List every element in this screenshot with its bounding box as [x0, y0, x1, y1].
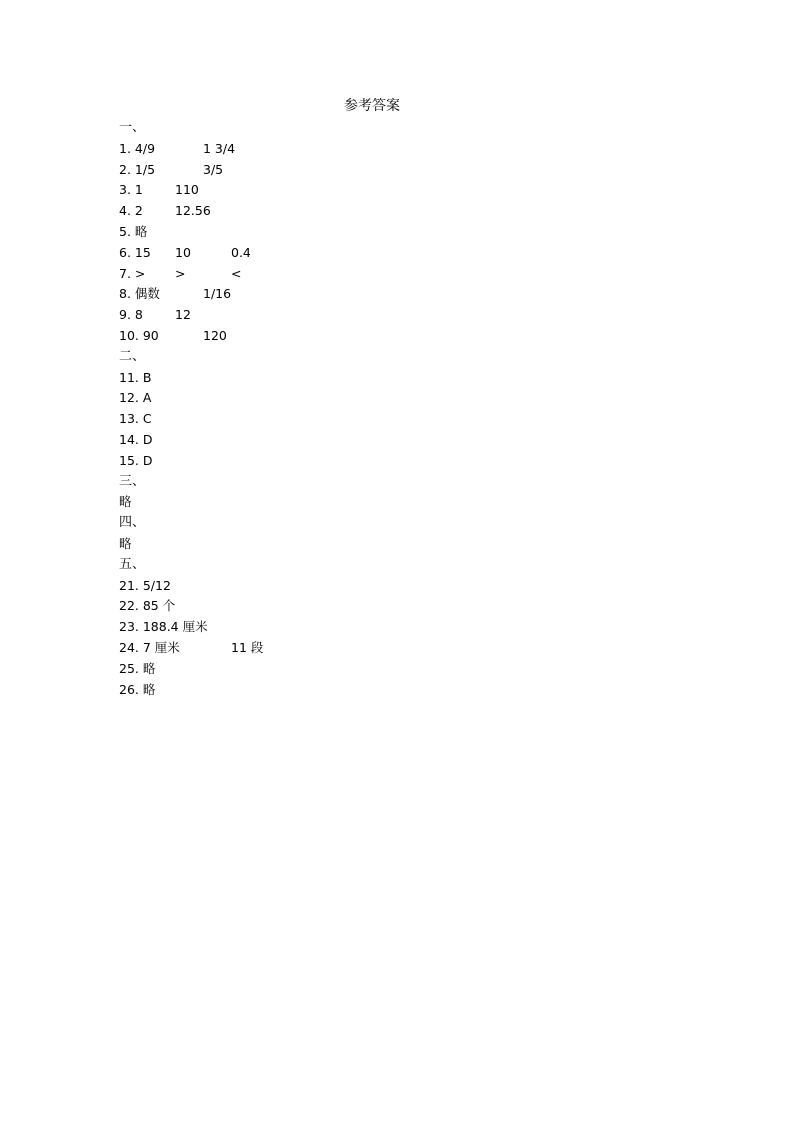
answer-row-11 — [119, 368, 719, 389]
answer-value: 12.56 — [175, 203, 211, 219]
answer-number-text: 12. A — [119, 390, 152, 406]
answer-row-24 — [119, 638, 719, 659]
section-heading-3 — [119, 472, 719, 493]
answer-row-13 — [119, 409, 719, 430]
answer-row-14 — [119, 430, 719, 451]
answer-number-text: 26. 略 — [119, 681, 156, 697]
answer-value: 10 — [175, 244, 191, 260]
answer-number-text: 8. 偶数 — [119, 286, 160, 302]
answer-number-text: 6. 15 — [119, 244, 151, 260]
answer-number-text: 5. 略 — [119, 223, 148, 239]
answer-value: < — [231, 265, 242, 281]
answer-value: 12 — [175, 307, 191, 323]
answer-row-10 — [119, 326, 719, 347]
answer-value: 110 — [175, 182, 199, 198]
answer-number-text: 11. B — [119, 369, 152, 385]
answer-list — [119, 118, 719, 700]
answer-row-15 — [119, 451, 719, 472]
answer-row-22 — [119, 596, 719, 617]
answer-row-3 — [119, 180, 719, 201]
answer-row-23 — [119, 617, 719, 638]
answer-number-text: 略 — [119, 494, 132, 510]
answer-value: 0.4 — [231, 244, 251, 260]
answer-number-text: 25. 略 — [119, 660, 156, 676]
answer-number-text: 1. 4/9 — [119, 140, 156, 156]
answer-number-text: 4. 2 — [119, 203, 143, 219]
answer-value: 1/16 — [203, 286, 232, 302]
answer-number-text: 22. 85 个 — [119, 598, 176, 614]
page-title: 参考答案 — [344, 98, 400, 114]
answer-number-text: 10. 90 — [119, 327, 159, 343]
answer-value: 1 3/4 — [203, 140, 236, 156]
answer-row-section3 — [119, 492, 719, 513]
answer-row-21 — [119, 576, 719, 597]
answer-row-7 — [119, 264, 719, 285]
section-heading-1 — [119, 118, 719, 139]
answer-number-text: 14. D — [119, 431, 153, 447]
answer-row-12 — [119, 388, 719, 409]
answer-row-25 — [119, 659, 719, 680]
answer-value: 3/5 — [203, 161, 224, 177]
answer-number-text: 24. 7 厘米 — [119, 639, 180, 655]
answer-row-2 — [119, 160, 719, 181]
answer-number-text: 23. 188.4 厘米 — [119, 619, 208, 635]
section-heading-5 — [119, 555, 719, 576]
section-label: 五、 — [119, 556, 146, 572]
answer-value: > — [175, 265, 186, 281]
section-heading-4 — [119, 513, 719, 534]
section-label: 二、 — [119, 348, 146, 364]
answer-number-text: 13. C — [119, 411, 152, 427]
answer-row-4 — [119, 201, 719, 222]
answer-row-9 — [119, 305, 719, 326]
answer-row-section4 — [119, 534, 719, 555]
answer-number-text: 3. 1 — [119, 182, 143, 198]
section-label: 三、 — [119, 473, 146, 489]
section-label: 一、 — [119, 120, 146, 135]
answer-number-text: 21. 5/12 — [119, 577, 171, 593]
answer-row-1 — [119, 139, 719, 160]
answer-value: 120 — [203, 327, 227, 343]
answer-value: 11 段 — [231, 639, 264, 655]
answer-number-text: 2. 1/5 — [119, 161, 156, 177]
section-label: 四、 — [119, 515, 146, 531]
answer-row-5 — [119, 222, 719, 243]
answer-row-8 — [119, 284, 719, 305]
answer-number-text: 略 — [119, 535, 132, 551]
answer-number-text: 15. D — [119, 452, 153, 468]
answer-number-text: 7. > — [119, 265, 146, 281]
answer-row-26 — [119, 680, 719, 701]
answer-number-text: 9. 8 — [119, 307, 143, 323]
section-heading-2 — [119, 347, 719, 368]
answer-row-6 — [119, 243, 719, 264]
